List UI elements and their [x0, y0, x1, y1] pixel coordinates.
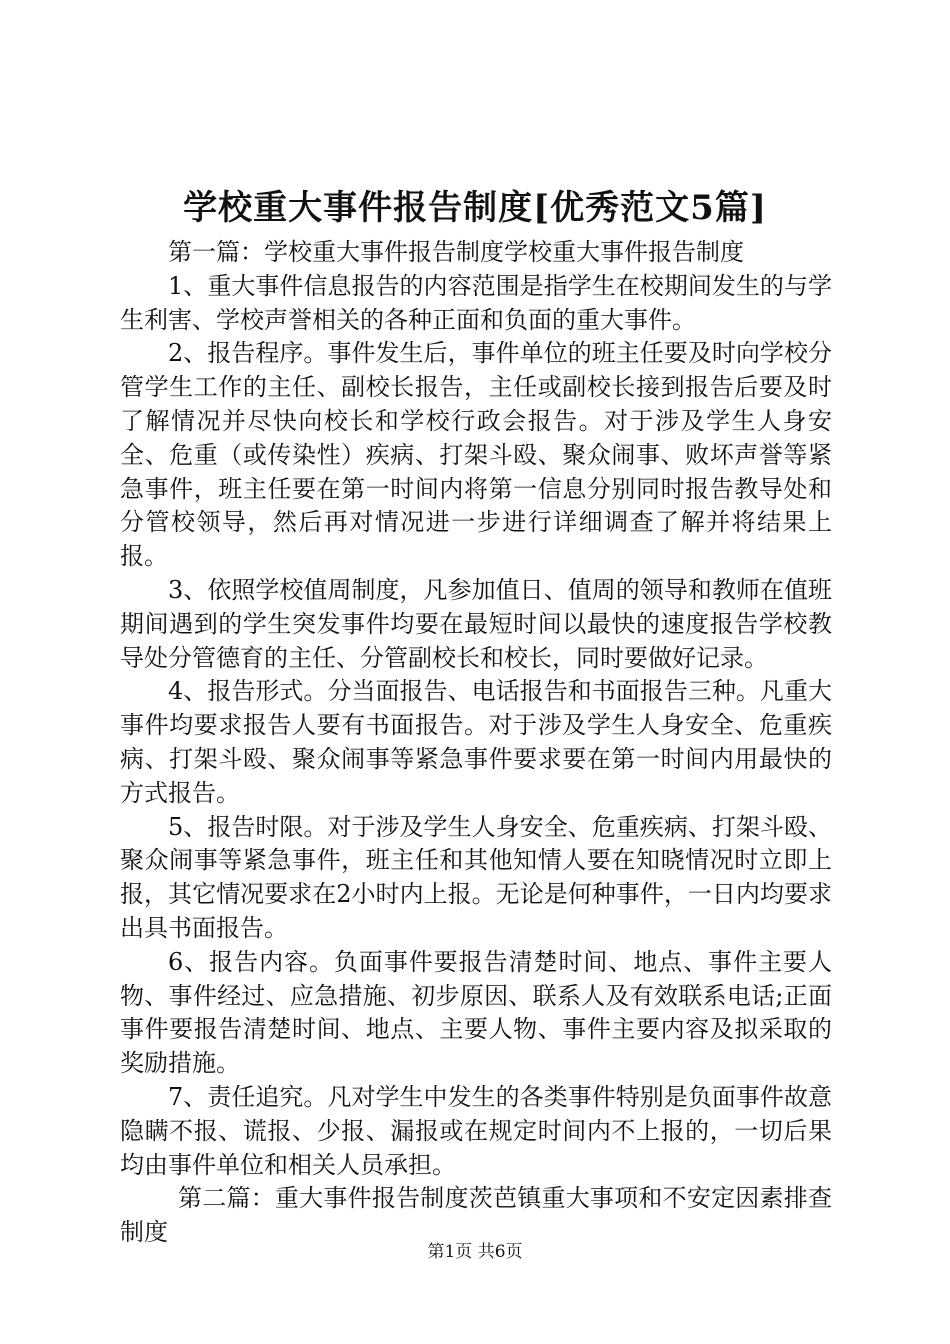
paragraph-item-4: 4、报告形式。分当面报告、电话报告和书面报告三种。凡重大事件均要求报告人要有书面报告。对于涉及学生人身安全、危重疾病、打架斗殴、聚众闹事等紧急事件要求要在第一时间内用最快的方式报告。	[120, 677, 832, 807]
paragraph-item-7: 7、责任追究。凡对学生中发生的各类事件特别是负面事件故意隐瞒不报、谎报、少报、漏报或在规定时间内不上报的，一切后果均由事件单位和相关人员承担。	[120, 1082, 832, 1179]
paragraph-section-heading-2: 第二篇：重大事件报告制度茨芭镇重大事项和不安定因素排查制度	[120, 1184, 832, 1247]
document-title: 学校重大事件报告制度[优秀范文5篇]	[183, 188, 767, 228]
paragraph-item-5: 5、报告时限。对于涉及学生人身安全、危重疾病、打架斗殴、聚众闹事等紧急事件，班主任和其他知情人要在知晓情况时立即上报，其它情况要求在2小时内上报。无论是何种事件，一日内均要求出具书面报告。	[120, 812, 832, 942]
paragraph-item-2: 2、报告程序。事件发生后，事件单位的班主任要及时向学校分管学生工作的主任、副校长报告，主任或副校长接到报告后要及时了解情况并尽快向校长和学校行政会报告。对于涉及学生人身安全、危重（或传染性）疾病、打架斗殴、聚众闹事、败坏声誉等紧急事件，班主任要在第一时间内将第一信息分别同时报告教导处和分管校领导，然后再对情况进一步进行详细调查了解并将结果上报。	[120, 339, 832, 571]
paragraph-section-heading-1: 第一篇：学校重大事件报告制度学校重大事件报告制度	[168, 238, 744, 266]
paragraph-item-1: 1、重大事件信息报告的内容范围是指学生在校期间发生的与学生利害、学校声誉相关的各种正面和负面的重大事件。	[120, 271, 832, 334]
page-number-footer: 第1页 共6页	[427, 1242, 523, 1262]
document-body	[120, 236, 832, 1250]
paragraph-item-6: 6、报告内容。负面事件要报告清楚时间、地点、事件主要人物、事件经过、应急措施、初步原因、联系人及有效联系电话;正面事件要报告清楚时间、地点、主要人物、事件主要内容及拟采取的奖励措施。	[120, 947, 832, 1078]
paragraph-item-3: 3、依照学校值周制度，凡参加值日、值周的领导和教师在值班期间遇到的学生突发事件均要在最短时间以最快的速度报告学校教导处分管德育的主任、分管副校长和校长，同时要做好记录。	[120, 575, 832, 672]
